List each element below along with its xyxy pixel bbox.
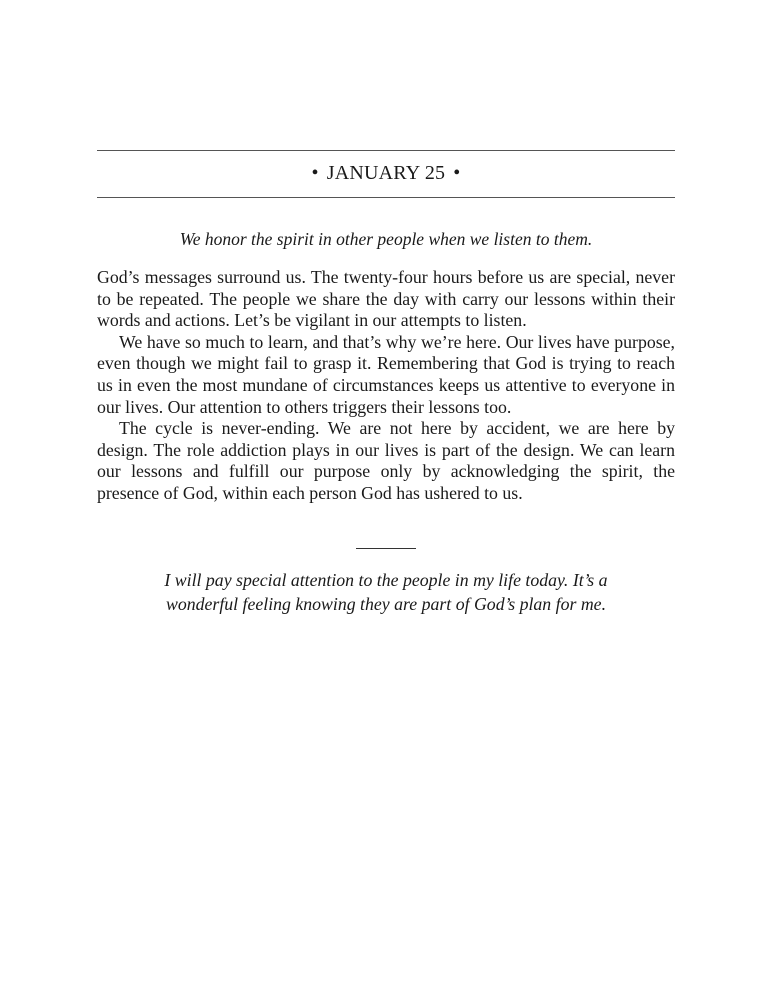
bullet-right: •: [453, 162, 461, 184]
body-text: [97, 267, 675, 505]
affirmation-line-2: wonderful feeling knowing they are part of God’s plan for me.: [165, 594, 607, 614]
paragraph-1: God’s messages surround us. The twenty-four hours before us are special, never to be repeated. The people we share the day with carry our lessons within their words and actions. Let’s be vigilant in our attempts to listen.: [97, 267, 675, 331]
date-heading: [97, 160, 675, 186]
affirmation: [97, 568, 675, 616]
bullet-left: •: [311, 162, 319, 184]
date-title: JANUARY 25: [326, 162, 446, 184]
epigraph-quote: We honor the spirit in other people when we listen to them.: [179, 229, 593, 249]
paragraph-3: The cycle is never-ending. We are not here by accident, we are here by design. The role addiction plays in our lives is part of the design. We can learn our lessons and fulfill our purpose only by acknowledging the spirit, the presence of God, within each person God has ushered to us.: [97, 418, 675, 503]
top-rule: [97, 150, 675, 151]
affirmation-line-1: I will pay special attention to the people in my life today. It’s a: [164, 570, 608, 590]
bottom-rule: [97, 197, 675, 198]
section-divider: [356, 548, 416, 549]
paragraph-2: We have so much to learn, and that’s why we’re here. Our lives have purpose, even though we might fail to grasp it. Remembering that God is trying to reach us in even the most mundane of circumstances keeps us attentive to everyone in our lives. Our attention to others triggers their lessons too.: [97, 331, 675, 417]
